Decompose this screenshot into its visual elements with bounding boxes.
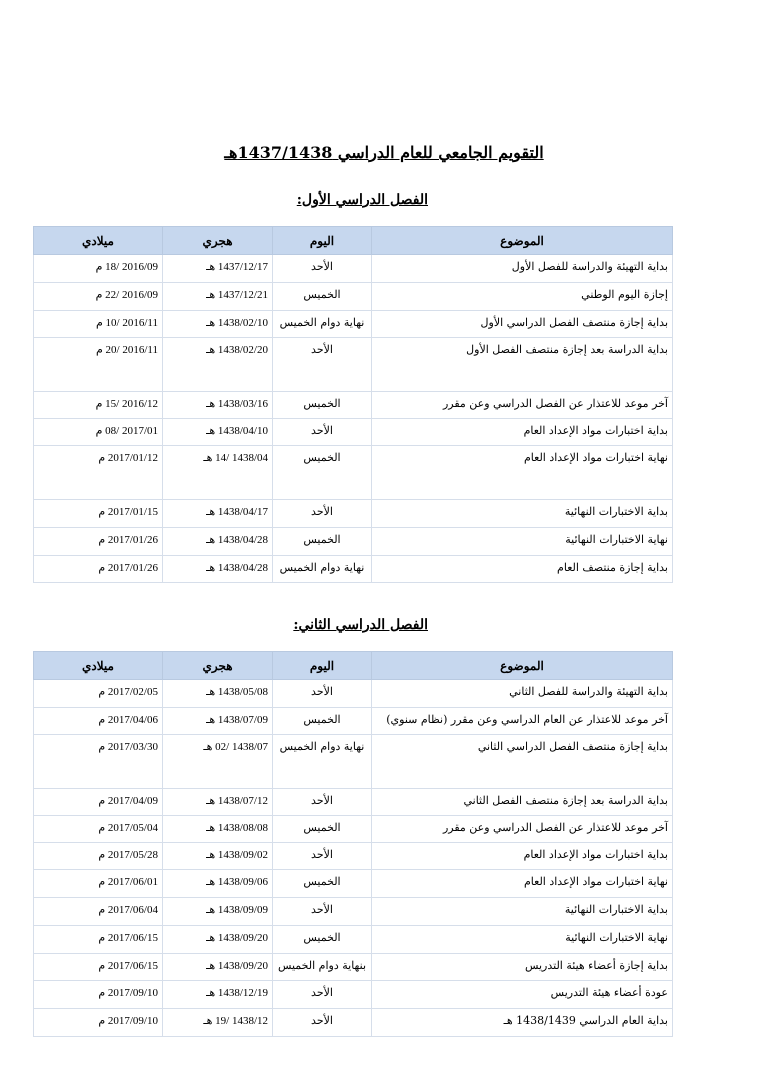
day-cell: الخميس	[273, 708, 372, 735]
topic-cell: بداية اختبارات مواد الإعداد العام	[372, 419, 673, 446]
gregorian-date-cell: 2017/04/09 م	[34, 789, 163, 816]
day-cell: الخميس	[273, 870, 372, 898]
table-row	[34, 898, 673, 926]
topic-cell: بداية إجازة منتصف الفصل الدراسي الثاني	[372, 735, 673, 789]
gregorian-date-cell: 2017/03/30 م	[34, 735, 163, 789]
topic-cell: بداية العام الدراسي 1438/1439 هـ	[372, 1009, 673, 1037]
gregorian-date-cell: 2017/01/15 م	[34, 500, 163, 528]
topic-cell: آخر موعد للاعتذار عن الفصل الدراسي وعن مقرر	[372, 392, 673, 419]
hijri-date-cell: 1438/09/20 هـ	[163, 954, 273, 981]
day-cell: الخميس	[273, 926, 372, 954]
topic-cell: نهاية اختبارات مواد الإعداد العام	[372, 446, 673, 500]
gregorian-date-cell: 2017/01 /08 م	[34, 419, 163, 446]
day-cell: الخميس	[273, 392, 372, 419]
table-row	[34, 446, 673, 500]
day-cell: الخميس	[273, 816, 372, 843]
day-cell: الأحد	[273, 981, 372, 1009]
hijri-date-cell: 1438/03/16 هـ	[163, 392, 273, 419]
day-cell: الأحد	[273, 500, 372, 528]
hijri-date-cell: 1438/02/10 هـ	[163, 311, 273, 338]
topic-cell: آخر موعد للاعتذار عن العام الدراسي وعن مقرر (نظام سنوي)	[372, 708, 673, 735]
day-cell: نهاية دوام الخميس	[273, 556, 372, 583]
hijri-date-cell: 1438/12 /19 هـ	[163, 1009, 273, 1037]
table-row	[34, 419, 673, 446]
gregorian-date-cell: 2016/09 /18 م	[34, 255, 163, 283]
table-row	[34, 789, 673, 816]
table-row	[34, 870, 673, 898]
hijri-date-cell: 1438/04/28 هـ	[163, 528, 273, 556]
day-cell: نهاية دوام الخميس	[273, 311, 372, 338]
day-cell: الأحد	[273, 419, 372, 446]
gregorian-date-cell: 2017/09/10 م	[34, 1009, 163, 1037]
table-row	[34, 255, 673, 283]
day-cell: الأحد	[273, 789, 372, 816]
day-cell: الخميس	[273, 283, 372, 311]
gregorian-date-cell: 2016/12 /15 م	[34, 392, 163, 419]
table-row	[34, 816, 673, 843]
semester2-table	[33, 651, 673, 1037]
topic-cell: آخر موعد للاعتذار عن الفصل الدراسي وعن مقرر	[372, 816, 673, 843]
document-title-text: التقويم الجامعي للعام الدراسي 1437/1438هـ	[224, 143, 544, 162]
table-row	[34, 708, 673, 735]
hijri-date-cell: 1438/12/19 هـ	[163, 981, 273, 1009]
hijri-date-cell: 1438/07 /02 هـ	[163, 735, 273, 789]
topic-cell: بداية إجازة منتصف الفصل الدراسي الأول	[372, 311, 673, 338]
gregorian-date-cell: 2017/06/15 م	[34, 926, 163, 954]
hijri-date-cell: 1438/09/09 هـ	[163, 898, 273, 926]
gregorian-date-cell: 2017/01/12 م	[34, 446, 163, 500]
day-cell: الأحد	[273, 680, 372, 708]
day-cell: الأحد	[273, 1009, 372, 1037]
gregorian-date-cell: 2017/05/04 م	[34, 816, 163, 843]
hijri-date-cell: 1437/12/17 هـ	[163, 255, 273, 283]
topic-cell: بداية إجازة أعضاء هيئة التدريس	[372, 954, 673, 981]
table-row	[34, 392, 673, 419]
day-cell: الأحد	[273, 338, 372, 392]
day-cell: الأحد	[273, 843, 372, 870]
header-greg: ميلادي	[34, 652, 163, 680]
table-row	[34, 528, 673, 556]
semester2-title	[293, 617, 428, 633]
gregorian-date-cell: 2017/02/05 م	[34, 680, 163, 708]
gregorian-date-cell: 2016/09 /22 م	[34, 283, 163, 311]
topic-cell: بداية الاختبارات النهائية	[372, 500, 673, 528]
header-day: اليوم	[273, 652, 372, 680]
table-row	[34, 981, 673, 1009]
semester2-body	[34, 680, 673, 1037]
table-row	[34, 843, 673, 870]
semester1-table	[33, 226, 673, 583]
gregorian-date-cell: 2017/01/26 م	[34, 528, 163, 556]
topic-cell: بداية اختبارات مواد الإعداد العام	[372, 843, 673, 870]
hijri-date-cell: 1438/04/17 هـ	[163, 500, 273, 528]
gregorian-date-cell: 2016/11 /20 م	[34, 338, 163, 392]
day-cell: الأحد	[273, 898, 372, 926]
gregorian-date-cell: 2017/04/06 م	[34, 708, 163, 735]
hijri-date-cell: 1437/12/21 هـ	[163, 283, 273, 311]
table-header-row	[34, 227, 673, 255]
topic-cell: بداية الاختبارات النهائية	[372, 898, 673, 926]
topic-cell: نهاية الاختبارات النهائية	[372, 528, 673, 556]
day-cell: الخميس	[273, 528, 372, 556]
gregorian-date-cell: 2017/05/28 م	[34, 843, 163, 870]
day-cell: الخميس	[273, 446, 372, 500]
header-topic: الموضوع	[372, 652, 673, 680]
topic-cell: إجازة اليوم الوطني	[372, 283, 673, 311]
document-title	[0, 143, 768, 162]
hijri-date-cell: 1438/09/20 هـ	[163, 926, 273, 954]
header-greg: ميلادي	[34, 227, 163, 255]
hijri-date-cell: 1438/04 /14 هـ	[163, 446, 273, 500]
topic-cell: بداية الدراسة بعد إجازة منتصف الفصل الثاني	[372, 789, 673, 816]
hijri-date-cell: 1438/07/12 هـ	[163, 789, 273, 816]
hijri-date-cell: 1438/04/28 هـ	[163, 556, 273, 583]
header-day: اليوم	[273, 227, 372, 255]
gregorian-date-cell: 2017/06/01 م	[34, 870, 163, 898]
topic-cell: بداية الدراسة بعد إجازة منتصف الفصل الأول	[372, 338, 673, 392]
hijri-date-cell: 1438/05/08 هـ	[163, 680, 273, 708]
day-cell: الأحد	[273, 255, 372, 283]
topic-cell: بداية إجازة منتصف العام	[372, 556, 673, 583]
header-hijri: هجري	[163, 652, 273, 680]
table-row	[34, 926, 673, 954]
table-row	[34, 735, 673, 789]
gregorian-date-cell: 2016/11 /10 م	[34, 311, 163, 338]
header-topic: الموضوع	[372, 227, 673, 255]
header-hijri: هجري	[163, 227, 273, 255]
table-row	[34, 954, 673, 981]
gregorian-date-cell: 2017/06/04 م	[34, 898, 163, 926]
day-cell: بنهاية دوام الخميس	[273, 954, 372, 981]
topic-cell: بداية التهيئة والدراسة للفصل الثاني	[372, 680, 673, 708]
hijri-date-cell: 1438/09/02 هـ	[163, 843, 273, 870]
semester2-title-text: الفصل الدراسي الثاني:	[293, 617, 428, 633]
topic-cell: عودة أعضاء هيئة التدريس	[372, 981, 673, 1009]
table-row	[34, 556, 673, 583]
table-row	[34, 500, 673, 528]
semester1-body	[34, 255, 673, 583]
hijri-date-cell: 1438/09/06 هـ	[163, 870, 273, 898]
hijri-date-cell: 1438/08/08 هـ	[163, 816, 273, 843]
gregorian-date-cell: 2017/06/15 م	[34, 954, 163, 981]
semester1-title	[297, 192, 428, 208]
table-row	[34, 311, 673, 338]
table-header-row	[34, 652, 673, 680]
hijri-date-cell: 1438/04/10 هـ	[163, 419, 273, 446]
table-row	[34, 338, 673, 392]
table-row	[34, 680, 673, 708]
gregorian-date-cell: 2017/01/26 م	[34, 556, 163, 583]
table-row	[34, 283, 673, 311]
semester1-title-text: الفصل الدراسي الأول:	[296, 192, 428, 208]
hijri-date-cell: 1438/02/20 هـ	[163, 338, 273, 392]
topic-cell: نهاية الاختبارات النهائية	[372, 926, 673, 954]
topic-cell: بداية التهيئة والدراسة للفصل الأول	[372, 255, 673, 283]
day-cell: نهاية دوام الخميس	[273, 735, 372, 789]
topic-cell: نهاية اختبارات مواد الإعداد العام	[372, 870, 673, 898]
gregorian-date-cell: 2017/09/10 م	[34, 981, 163, 1009]
table-row	[34, 1009, 673, 1037]
hijri-date-cell: 1438/07/09 هـ	[163, 708, 273, 735]
